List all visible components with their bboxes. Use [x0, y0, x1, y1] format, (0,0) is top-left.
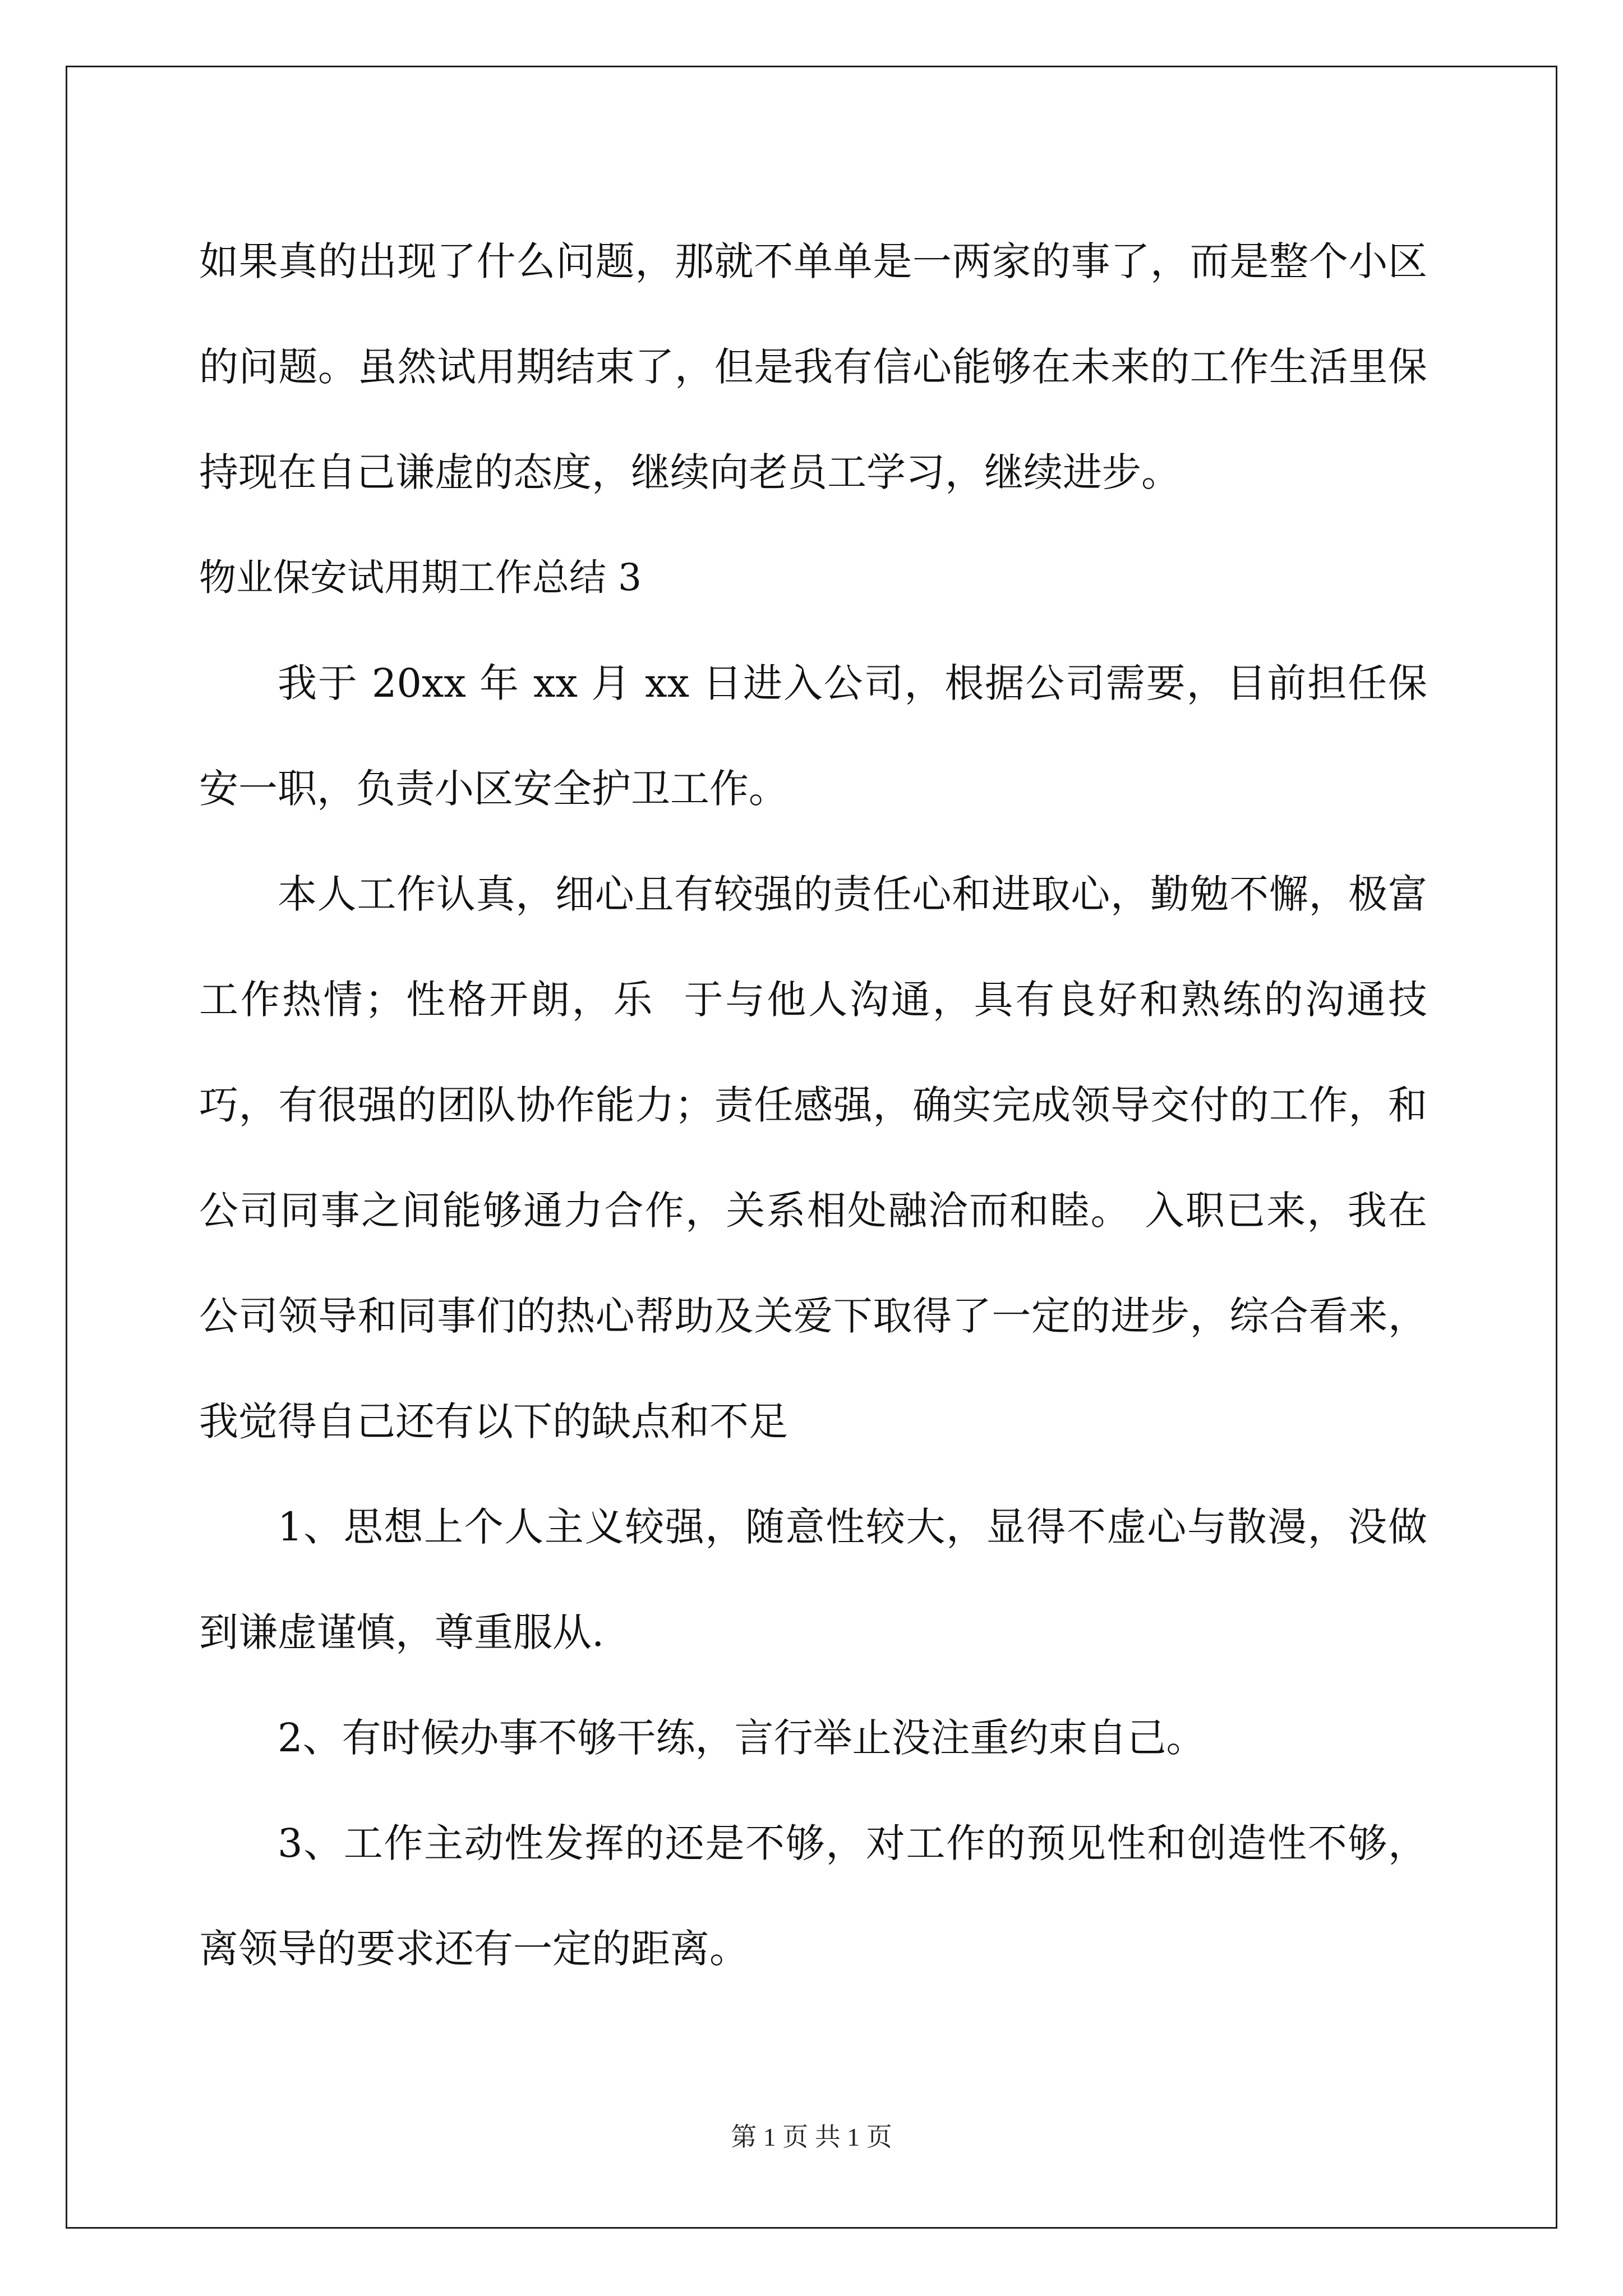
section-heading: 物业保安试用期工作总结 3	[199, 556, 642, 599]
document-body	[199, 209, 1453, 2001]
paragraph-continuation: 如果真的出现了什么问题，那就不单单是一两家的事了，而是整个小区的问题。虽然试用期结束了，但是我有信心能够在未来的工作生活里保持现在自己谦虚的态度，继续向老员工学习，继续进步。	[199, 238, 1427, 495]
paragraph-intro: 我于 20xx 年 xx 月 xx 日进入公司，根据公司需要，目前担任保安一职，负责小区安全护卫工作。	[199, 660, 1427, 812]
page-number-footer: 第 1 页 共 1 页	[731, 2123, 892, 2151]
list-item-shortcoming-1: 1、思想上个人主义较强，随意性较大，显得不虚心与散漫，没做到谦虚谨慎，尊重服从.	[199, 1504, 1427, 1655]
list-item-shortcoming-3: 3、工作主动性发挥的还是不够，对工作的预见性和创造性不够，离领导的要求还有一定的距离。	[199, 1820, 1427, 1972]
list-item-shortcoming-2: 2、有时候办事不够干练，言行举止没注重约束自己。	[278, 1715, 1206, 1761]
paragraph-self-evaluation: 本人工作认真，细心且有较强的责任心和进取心，勤勉不懈，极富 工作热情；性格开朗，乐 于与他人沟通，具有良好和熟练的沟通技巧，有很强的团队协作能力；责任感强，确实完成领导交付的工作，和公司同事之间能够通力合作，关系相处融洽而和睦。 入职已来，我在 公司领导和同事们的热心帮助及关爱下取得了一定的进步，综合看来，我觉得自己还有以下的缺点和不足	[199, 871, 1453, 1444]
